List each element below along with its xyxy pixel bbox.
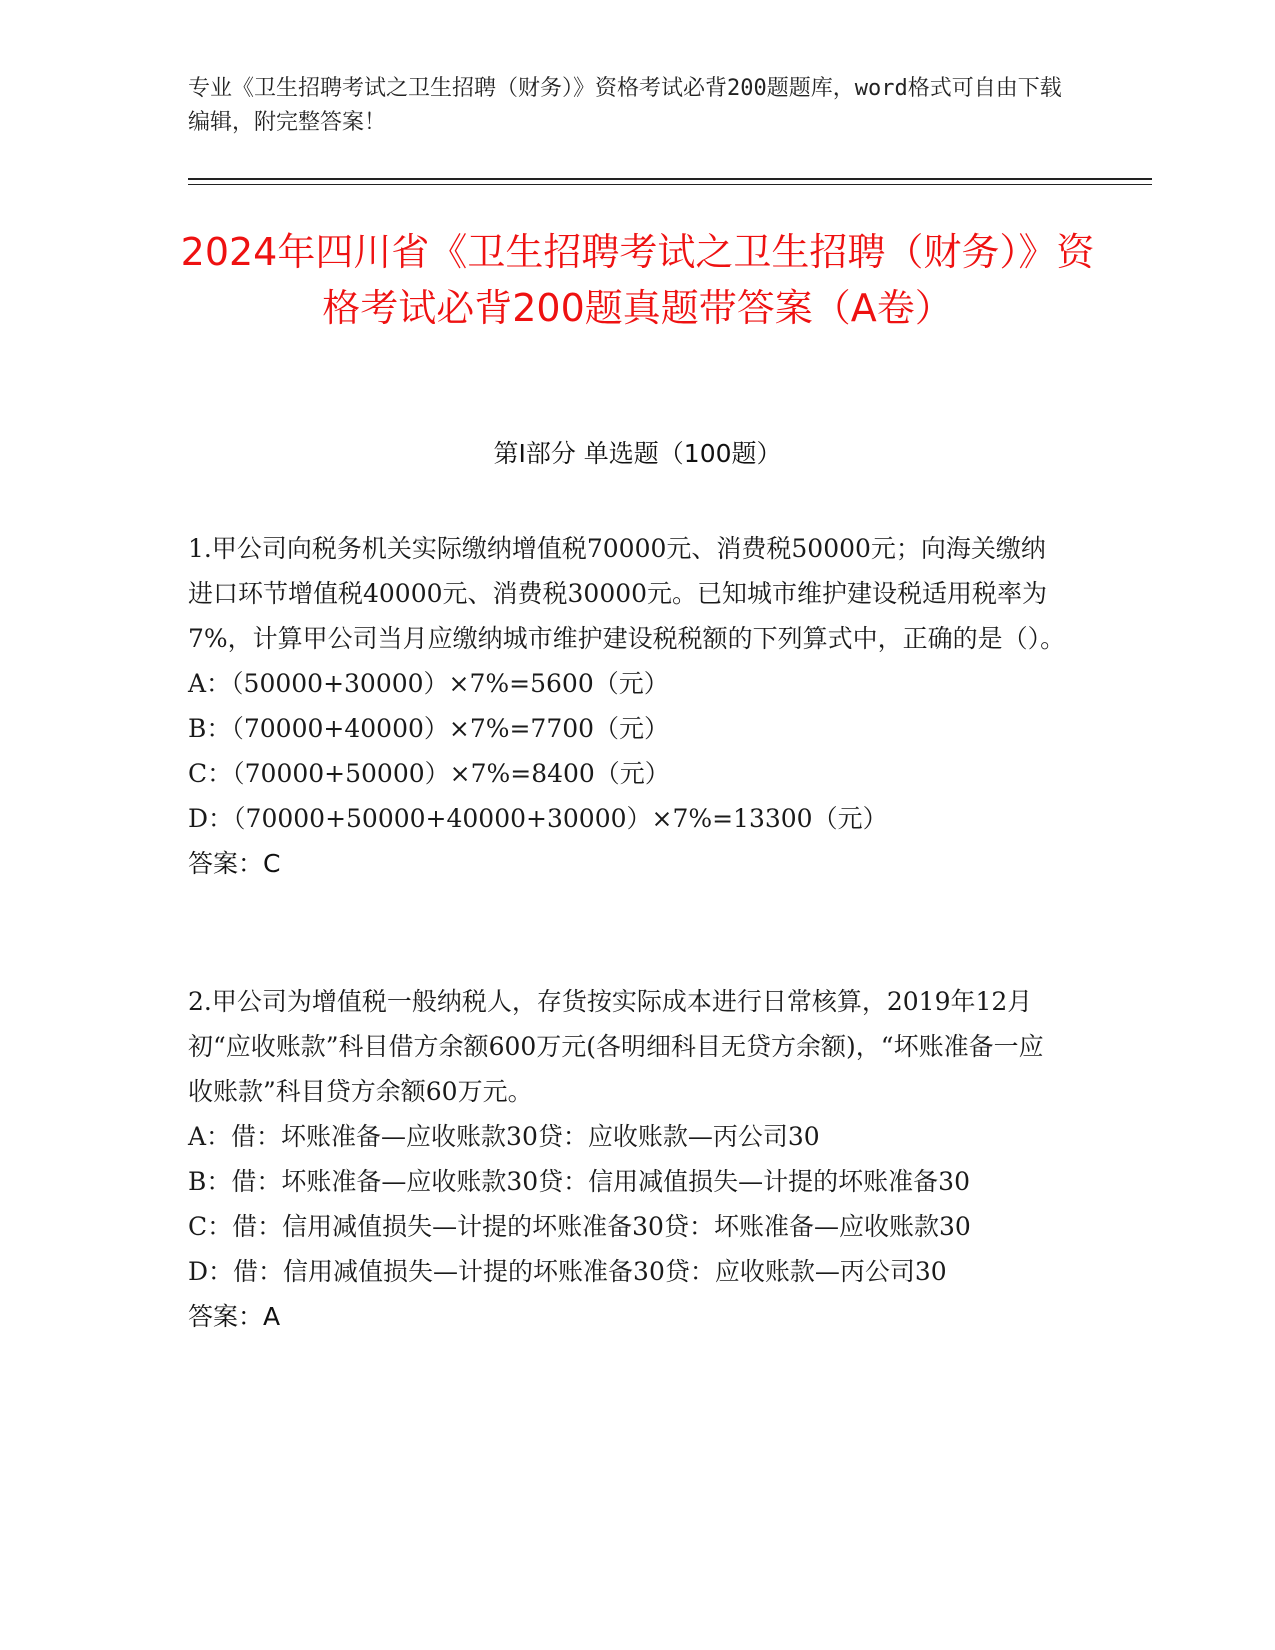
option-a: A：（50000+30000）×7%=5600（元） (188, 669, 669, 698)
header-divider-thin (188, 184, 1152, 185)
option-c: C：借：信用减值损失—计提的坏账准备30贷：坏账准备—应收账款30 (188, 1212, 971, 1241)
option-d: D：借：信用减值损失—计提的坏账准备30贷：应收账款—丙公司30 (188, 1257, 947, 1286)
option-a: A：借：坏账准备—应收账款30贷：应收账款—丙公司30 (188, 1122, 820, 1151)
option-b: B：借：坏账准备—应收账款30贷：信用减值损失—计提的坏账准备30 (188, 1167, 970, 1196)
option-c: C：（70000+50000）×7%=8400（元） (188, 759, 670, 788)
answer-line: 答案：C (188, 849, 281, 878)
question-2 (188, 979, 1068, 1339)
option-b: B：（70000+40000）×7%=7700（元） (188, 714, 670, 743)
question-stem: 2.甲公司为增值税一般纳税人，存货按实际成本进行日常核算，2019年12月初“应收账款”科目借方余额600万元(各明细科目无贷方余额)，“坏账准备一应收账款”科目贷方余额60万元。 (188, 987, 1044, 1106)
option-d: D：（70000+50000+40000+30000）×7%=13300（元） (188, 804, 888, 833)
question-stem: 1.甲公司向税务机关实际缴纳增值税70000元、消费税50000元；向海关缴纳进口环节增值税40000元、消费税30000元。已知城市维护建设税适用税率为7%，计算甲公司当月应缴纳城市维护建设税税额的下列算式中，正确的是（）。 (188, 534, 1066, 653)
section-title: 第I部分 单选题（100题） (493, 439, 782, 468)
document-title: 2024年四川省《卫生招聘考试之卫生招聘（财务）》资格考试必背200题真题带答案（A卷） (180, 230, 1095, 330)
question-1 (188, 526, 1068, 886)
answer-line: 答案：A (188, 1302, 281, 1331)
header-divider-thick (188, 178, 1152, 180)
header-note: 专业《卫生招聘考试之卫生招聘（财务）》资格考试必背200题题库，word格式可自由下载编辑，附完整答案！ (188, 76, 1062, 135)
